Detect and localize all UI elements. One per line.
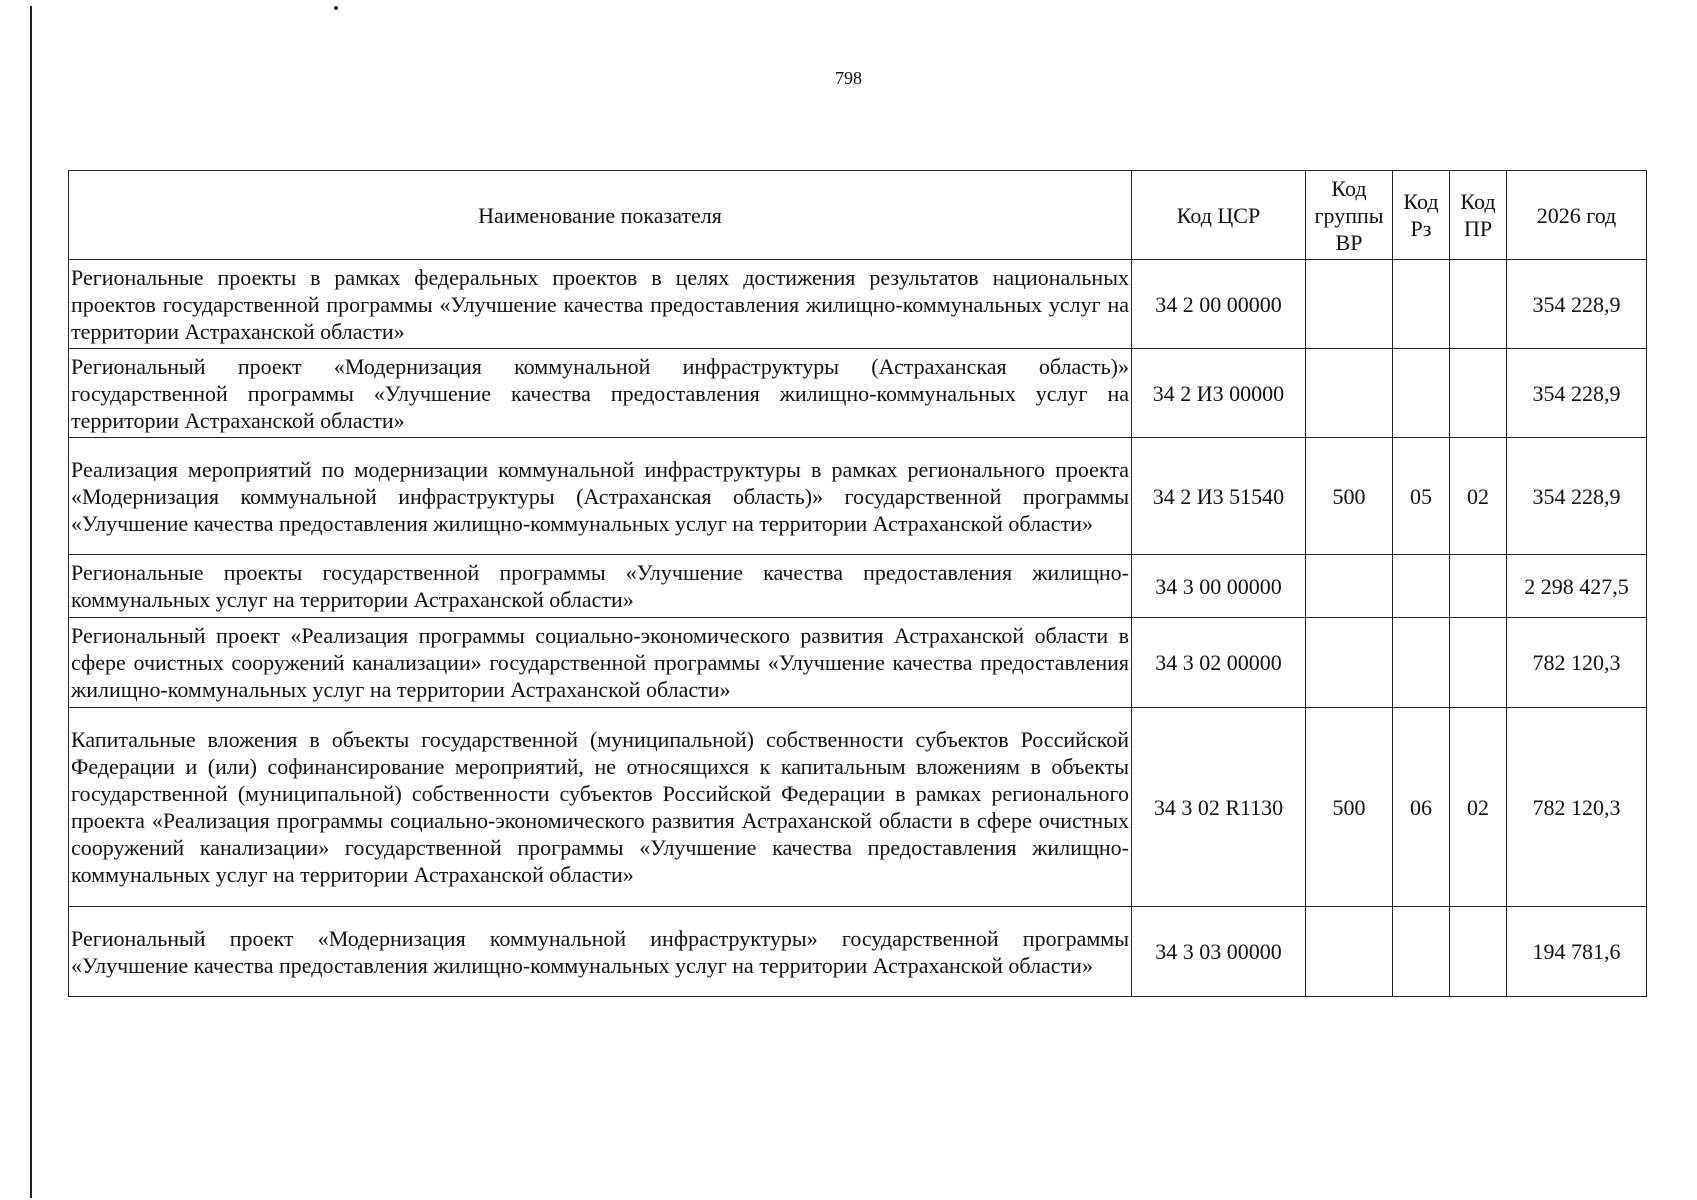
row-rz-code: 05 — [1393, 438, 1450, 555]
row-amount: 354 228,9 — [1507, 260, 1647, 349]
row-csr-code: 34 2 И3 00000 — [1132, 349, 1306, 438]
row-csr-code: 34 3 02 00000 — [1132, 618, 1306, 708]
table-row — [69, 555, 1647, 618]
row-vr-code — [1306, 907, 1393, 997]
row-csr-code: 34 3 02 R1130 — [1132, 708, 1306, 907]
row-pr-code: 02 — [1450, 438, 1507, 555]
table-row — [69, 618, 1647, 708]
row-amount: 2 298 427,5 — [1507, 555, 1647, 618]
table-row — [69, 907, 1647, 997]
row-csr-code: 34 3 03 00000 — [1132, 907, 1306, 997]
row-name: Региональные проекты в рамках федеральных проектов в целях достижения результатов национальных проектов государственной программы «Улучшение качества предоставления жилищно-коммунальных услуг на территории Астраханской области» — [69, 260, 1132, 349]
row-csr-code: 34 3 00 00000 — [1132, 555, 1306, 618]
header-name: Наименование показателя — [69, 171, 1132, 260]
header-vr-code: Код группы ВР — [1306, 171, 1393, 260]
row-vr-code — [1306, 349, 1393, 438]
table-row — [69, 349, 1647, 438]
row-vr-code — [1306, 260, 1393, 349]
row-vr-code — [1306, 555, 1393, 618]
row-name: Капитальные вложения в объекты государственной (муниципальной) собственности субъектов Российской Федерации и (или) софинансирование мероприятий, не относящихся к капитальным вложениям в объекты государственной (муниципальной) собственности субъектов Российской Федерации в рамках регионального проекта «Реализация программы социально-экономического развития Астраханской области в сфере очистных сооружений канализации» государственной программы «Улучшение качества предоставления жилищно-коммунальных услуг на территории Астраханской области» — [69, 708, 1132, 907]
row-rz-code — [1393, 618, 1450, 708]
row-pr-code: 02 — [1450, 708, 1507, 907]
row-name: Реализация мероприятий по модернизации коммунальной инфраструктуры в рамках регионального проекта «Модернизация коммунальной инфраструктуры (Астраханская область)» государственной программы «Улучшение качества предоставления жилищно-коммунальных услуг на территории Астраханской области» — [69, 438, 1132, 555]
binding-margin-line — [30, 6, 32, 1198]
row-rz-code — [1393, 349, 1450, 438]
table-row — [69, 438, 1647, 555]
row-amount: 354 228,9 — [1507, 438, 1647, 555]
table-row — [69, 708, 1647, 907]
row-rz-code: 06 — [1393, 708, 1450, 907]
row-pr-code — [1450, 907, 1507, 997]
row-amount: 782 120,3 — [1507, 708, 1647, 907]
row-name: Региональный проект «Модернизация коммунальной инфраструктуры» государственной программы «Улучшение качества предоставления жилищно-коммунальных услуг на территории Астраханской области» — [69, 907, 1132, 997]
row-amount: 194 781,6 — [1507, 907, 1647, 997]
row-pr-code — [1450, 618, 1507, 708]
row-rz-code — [1393, 260, 1450, 349]
scan-speck — [334, 6, 338, 10]
row-amount: 782 120,3 — [1507, 618, 1647, 708]
row-pr-code — [1450, 555, 1507, 618]
table-header-row — [69, 171, 1647, 260]
row-rz-code — [1393, 555, 1450, 618]
row-name: Региональные проекты государственной программы «Улучшение качества предоставления жилищно-коммунальных услуг на территории Астраханской области» — [69, 555, 1132, 618]
row-amount: 354 228,9 — [1507, 349, 1647, 438]
row-vr-code: 500 — [1306, 438, 1393, 555]
header-csr-code: Код ЦСР — [1132, 171, 1306, 260]
row-name: Региональный проект «Модернизация коммунальной инфраструктуры (Астраханская область)» государственной программы «Улучшение качества предоставления жилищно-коммунальных услуг на территории Астраханской области» — [69, 349, 1132, 438]
row-vr-code — [1306, 618, 1393, 708]
row-name: Региональный проект «Реализация программы социально-экономического развития Астраханской области в сфере очистных сооружений канализации» государственной программы «Улучшение качества предоставления жилищно-коммунальных услуг на территории Астраханской области» — [69, 618, 1132, 708]
row-pr-code — [1450, 349, 1507, 438]
budget-table — [68, 170, 1647, 997]
row-csr-code: 34 2 00 00000 — [1132, 260, 1306, 349]
header-year: 2026 год — [1507, 171, 1647, 260]
header-rz-code: Код Рз — [1393, 171, 1450, 260]
row-csr-code: 34 2 И3 51540 — [1132, 438, 1306, 555]
page-number: 798 — [835, 68, 862, 88]
row-vr-code: 500 — [1306, 708, 1393, 907]
row-rz-code — [1393, 907, 1450, 997]
row-pr-code — [1450, 260, 1507, 349]
table-row — [69, 260, 1647, 349]
header-pr-code: Код ПР — [1450, 171, 1507, 260]
